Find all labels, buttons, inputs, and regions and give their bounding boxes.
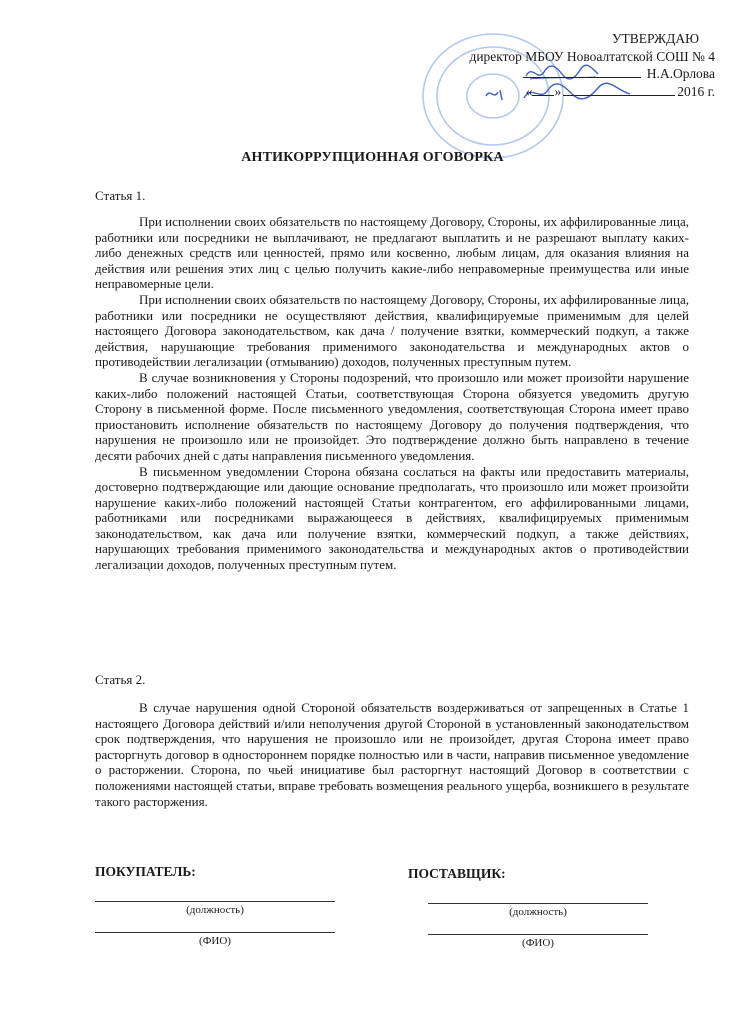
article-1-label: Статья 1. [95, 188, 146, 203]
supplier-name-line [428, 933, 648, 935]
article-2-body [95, 700, 689, 809]
article-1-paragraph: При исполнении своих обязательств по настоящему Договору, Стороны, их аффилированные лица, работники или посредники не выплачивают, не предлагают выплатить и не разрешают выплату каких-либо денежных средств или ценностей, прямо или косвенно, любым лицам, для оказания влияния на действия или решения этих лиц с целью получить какие-либо неправомерные преимущества или иные неправомерные цели. [95, 214, 689, 292]
approval-date [415, 83, 715, 101]
buyer-name-line [95, 931, 335, 933]
buyer-name-caption: (ФИО) [199, 935, 231, 947]
date-open-quote: « [525, 83, 533, 99]
article-1-paragraph: В письменном уведомлении Сторона обязана сослаться на факты или предоставить материалы, достоверно подтверждающие или дающие основание предполагать, что произошло или может произойти нарушение каких-либо положений настоящей Статьи контрагентом, его аффилированными лицами, работниками или посредниками выражающееся в действиях, квалифицируемых применимым законодательством, как дача или получение взятки, коммерческий подкуп, а также действиях, нарушающих требования применимого законодательства и международных актов о противодействии легализации доходов, полученных преступным путем. [95, 463, 689, 573]
article-1-paragraph: В случае возникновения у Стороны подозрений, что произошло или может произойти нарушение каких-либо положений настоящей Статьи, соответствующая Сторона обязуется уведомить другую Сторону в письменной форме. После письменного уведомления, соответствующая Сторона имеет право приостановить исполнение обязательств по настоящему Договору до получения подтверждения, что нарушения не произошло или не произойдет. Это подтверждение должно быть направлено в течение десяти рабочих дней с даты направления письменного уведомления. [95, 369, 689, 463]
approval-header: УТВЕРЖДАЮ [611, 31, 699, 46]
date-close-quote: » [554, 83, 562, 99]
approval-position: директор МБОУ Новоалтатской СОШ № 4 [469, 48, 715, 64]
date-month-line [563, 83, 675, 96]
buyer-position-caption: (должность) [186, 904, 244, 916]
date-day-line [532, 83, 554, 96]
article-1-body [95, 214, 689, 573]
article-1-paragraph: При исполнении своих обязательств по настоящему Договору, Стороны, их аффилированные лица, работники или посредники не осуществляют действия, квалифицируемые применимым для целей настоящего Договора законодательством, как дача / получение взятки, коммерческий подкуп, а также действия, нарушающие требования применимого законодательства и международных актов о противодействии легализации (отмыванию) доходов, полученных преступным путем. [95, 291, 689, 370]
supplier-title: ПОСТАВЩИК: [408, 866, 506, 881]
document-title: АНТИКОРРУПЦИОННАЯ ОГОВОРКА [241, 150, 504, 165]
article-2-paragraph: В случае нарушения одной Стороной обязательств воздерживаться от запрещенных в Статье 1 настоящего Договора действий и/или неполучения другой Стороной в установленный законодательством срок подтверждения, что нарушения не произошло или не произойдет, другая Сторона имеет право расторгнуть договор в одностороннем порядке полностью или в части, направив письменное уведомление о расторжении. Сторона, по чьей инициативе был расторгнут настоящий Договор в соответствии с положениями настоящей статьи, вправе требовать возмещения реального ущерба, возникшего в результате такого расторжения. [95, 700, 689, 809]
article-2-label: Статья 2. [95, 672, 146, 687]
supplier-position-line [428, 902, 648, 904]
supplier-name-caption: (ФИО) [522, 937, 554, 949]
supplier-position-caption: (должность) [509, 906, 567, 918]
approval-block [415, 30, 715, 100]
approval-name: Н.А.Орлова [646, 66, 715, 81]
buyer-position-line [95, 900, 335, 902]
date-year: 2016 г. [677, 83, 715, 99]
buyer-title: ПОКУПАТЕЛЬ: [95, 864, 196, 879]
signature-line [523, 65, 641, 78]
